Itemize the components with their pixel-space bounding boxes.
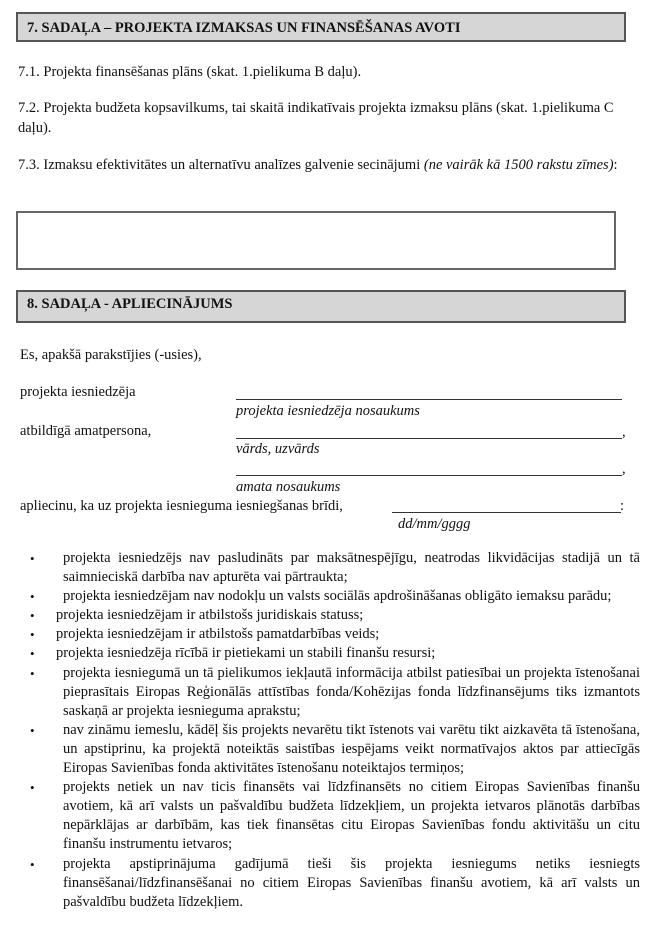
list-item-text: projekta iesniedzējs nav pasludināts par maksātnespējīgu, neatrodas likvidācijas stadijā un tā saimnieciskā darbība nav apturēta vai pārtraukta;	[63, 550, 640, 586]
name-caption: vārds, uzvārds	[236, 441, 320, 457]
date-colon: :	[620, 498, 625, 514]
bullet-icon: •	[30, 608, 35, 624]
list-item-text: projekta apstiprinājuma gadījumā tieši šis projekta iesniegums netiks iesniegts finansēšanai/līdzfinansēšanai no citiem Eiropas Savienības finanšu avotiem, kā arī valsts un pašvaldību budžeta līdzekļiem.	[63, 855, 640, 910]
paragraph-7-3-colon: :	[613, 157, 618, 173]
date-caption: dd/mm/gggg	[398, 516, 471, 532]
bullet-icon: •	[30, 589, 35, 605]
bullet-icon: •	[30, 646, 35, 662]
paragraph-7-3-text: 7.3. Izmaksu efektivitātes un alternatīvu analīzes galvenie secinājumi	[18, 157, 424, 173]
bullet-icon: •	[30, 551, 35, 566]
bullet-icon: •	[30, 627, 35, 643]
applicant-label: projekta iesniedzēja	[20, 384, 136, 400]
list-item-text: projekta iesniedzējam ir atbilstošs pamatdarbības veids;	[56, 626, 380, 643]
bullet-icon: •	[30, 665, 35, 681]
list-item	[16, 721, 640, 778]
section-8-header: 8. SADAĻA - APLIECINĀJUMS	[16, 290, 626, 323]
date-line[interactable]	[392, 512, 621, 513]
declarant-intro: Es, apakšā parakstījies (-usies),	[20, 347, 202, 363]
list-item-text: projekta iesniedzēja rīcībā ir pietiekami un stabili finanšu resursi;	[56, 645, 436, 662]
list-item-text: nav zināmu iemeslu, kādēļ šis projekts nevarētu tikt īstenots vai varētu tikt aizkavēta tā īstenošana, un apstiprinu, ka projektā noteiktās saistības iespējams veikt normatīvajos aktos par attiecīgās Eiropas Savienības fonda aktivitātes īstenošanu noteiktajos termiņos;	[63, 721, 640, 777]
bullet-icon: •	[30, 722, 35, 738]
list-item	[16, 587, 640, 606]
paragraph-7-1: 7.1. Projekta finansēšanas plāns (skat. 1.pielikuma B daļu).	[18, 64, 362, 80]
applicant-name-line[interactable]	[236, 399, 622, 400]
official-label: atbildīgā amatpersona,	[20, 423, 152, 439]
list-item	[16, 606, 640, 625]
list-item	[16, 664, 640, 721]
list-item	[16, 778, 640, 854]
official-name-comma: ,	[622, 424, 626, 440]
official-name-line[interactable]	[236, 438, 622, 439]
applicant-caption: projekta iesniedzēja nosaukums	[236, 403, 420, 419]
bullet-icon: •	[30, 856, 35, 872]
paragraph-7-3	[18, 155, 628, 175]
paragraph-7-3-note: (ne vairāk kā 1500 rakstu zīmes)	[423, 157, 614, 173]
position-caption: amata nosaukums	[236, 479, 341, 495]
position-comma: ,	[622, 461, 626, 477]
declaration-list	[16, 549, 640, 912]
list-item	[16, 625, 640, 644]
list-item	[16, 644, 640, 663]
conclusions-textbox[interactable]	[16, 211, 616, 270]
position-line[interactable]	[236, 475, 622, 476]
list-item-text: projekts netiek un nav ticis finansēts vai līdzfinansēts no citiem Eiropas Savienības finanšu avotiem, kā arī valsts un pašvaldību budžeta līdzekļiem, un projekta ietvaros plānotās darbības nepārklājas ar darbībām, kas tiek finansētas citu Eiropas Savienības fondu aktivitāšu un citu finanšu instrumentu ietvaros;	[63, 779, 640, 853]
section-7-header: 7. SADAĻA – PROJEKTA IZMAKSAS UN FINANSĒŠANAS AVOTI	[16, 12, 626, 42]
list-item	[16, 855, 640, 912]
list-item-text: projekta iesniegumā un tā pielikumos iekļautā informācija atbilst patiesībai un projekta īstenošanai pieprasītais Eiropas Reģionālās attīstības fonda/Kohēzijas fonda līdzfinansējums tiks izmantots saskaņā ar projekta iesnieguma aprakstu;	[63, 664, 640, 719]
list-item-text: projekta iesniedzējam nav nodokļu un valsts sociālās apdrošināšanas obligāto iemaksu parādu;	[63, 588, 612, 605]
certify-label: apliecinu, ka uz projekta iesnieguma iesniegšanas brīdi,	[20, 498, 343, 514]
list-item-text: projekta iesniedzējam ir atbilstošs juridiskais statuss;	[56, 607, 364, 624]
list-item	[16, 549, 640, 587]
paragraph-7-2: 7.2. Projekta budžeta kopsavilkums, tai skaitā indikatīvais projekta izmaksu plāns (skat. 1.pielikuma C daļu).	[18, 100, 614, 136]
bullet-icon: •	[30, 780, 35, 796]
